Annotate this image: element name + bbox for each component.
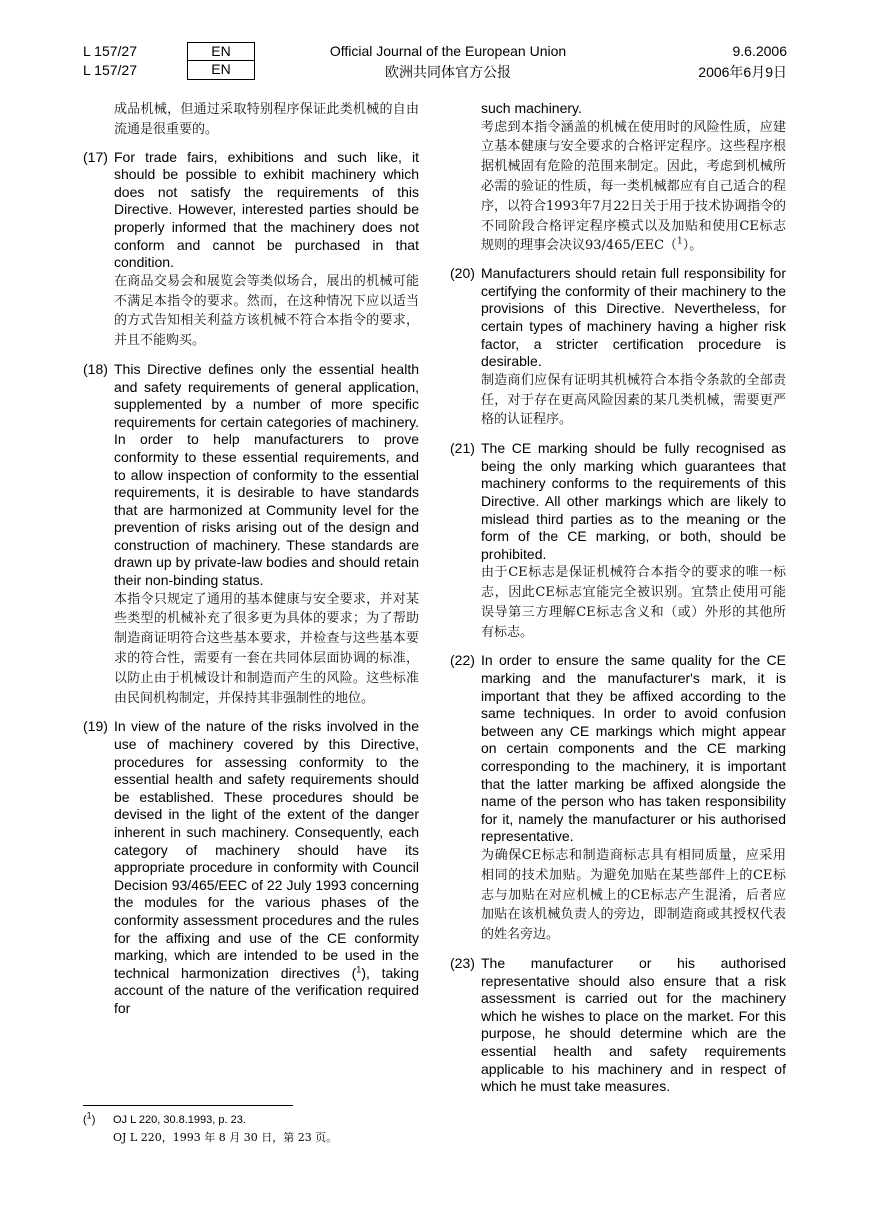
journal-title-zh: 欧洲共同体官方公报 [385, 66, 511, 81]
recital-number: (20) [450, 265, 475, 282]
right-column [450, 100, 786, 1106]
header-row-en [83, 42, 787, 61]
continued-text-part: ）。 [682, 238, 703, 254]
journal-reference: L 157/27 [83, 43, 137, 59]
recital-text-en [114, 718, 419, 1017]
recital-number: (23) [450, 954, 475, 971]
recital-number: (17) [83, 148, 108, 165]
recital-text-en: For trade fairs, exhibitions and such like, it should be possible to exhibit machinery which does not satisfy the requirements of this Directive. However, interested parties should be properly informed that the machinery does not conform and cannot be purchased in that condition. [114, 148, 419, 271]
recital-number: (22) [450, 652, 475, 669]
issue-date-zh: 2006年6月9日 [698, 64, 787, 80]
recital-text-en: The CE marking should be fully recognised as being the only marking which guarantees that machinery conforms to the requirements of this Directive. All other markings which are likely to mislead third parties as to the meaning or the form of the CE marking, or both, should be prohibited. [481, 440, 786, 562]
footnote-text-en: OJ L 220, 30.8.1993, p. 23. [113, 1114, 246, 1126]
continued-text-en: such machinery. [481, 100, 582, 116]
footnote-reference: 1 [356, 964, 362, 975]
footnote-text-zh: OJ L 220，1993 年 8 月 30 日，第 23 页。 [113, 1131, 338, 1144]
continued-text-zh: 成品机械，但通过采取特别程序保证此类机械的自由流通是很重要的。 [114, 102, 419, 137]
left-column [83, 100, 419, 1028]
recital-text-part: In view of the nature of the risks involved in the use of machinery covered by this Directive, procedures for assessing conformity to the essential health and safety requirements should be established. These procedures should be devised in the light of the extent of the danger inherent in such machinery. Consequently, each category of machinery should have its appropriate procedure in conformity with Council Decision 93/465/EEC of 22 July 1993 concerning the modules for the various phases of the conformity assessment procedures and the rules for the affixing and use of the CE conformity marking, which are intended to be used in the technical harmonization directives ( [114, 718, 419, 981]
language-code: EN [187, 61, 255, 80]
recital-20 [450, 265, 786, 430]
journal-reference: L 157/27 [83, 62, 137, 78]
recital-text-zh: 为确保CE标志和制造商标志具有相同质量，应采用相同的技术加贴。为避免加贴在某些部件上的CE标志与加贴在对应机械上的CE标志产生混淆，后者应加贴在该机械负责人的旁边，即制造商或其授权代表的姓名旁边。 [481, 848, 786, 943]
recital-text-en: In order to ensure the same quality for the CE marking and the manufacturer's mark, it is important that they be affixed according to the same techniques. In order to avoid confusion between any CE markings which might appear on certain components and the CE marking corresponding to the machinery, it is important that the latter marking be affixed alongside the name of the person who has taken responsibility for it, namely the manufacturer or his authorised representative. [481, 652, 786, 845]
recital-text-en: This Directive defines only the essential health and safety requirements of general application, supplemented by a number of more specific requirements for certain categories of machinery. In order to help manufacturers to prove conformity to these essential requirements, and to allow inspection of conformity to the essential requirements, it is desirable to have standards that are harmonized at Community level for the prevention of risks arising out of the design and construction of machinery. These standards are drawn up by private-law bodies and should retain their non-binding status. [114, 360, 419, 589]
recital-text-en: Manufacturers should retain full responsibility for certifying the conformity of their machinery to the provisions of this Directive. Nevertheless, for certain types of machinery having a higher risk factor, a stricter certification procedure is desirable. [481, 265, 786, 370]
continued-text-zh [450, 118, 786, 257]
header-row-zh [83, 61, 787, 80]
recital-18 [83, 361, 419, 709]
recital-text-part: ), taking account of the nature of the verification required for [114, 964, 419, 1016]
recital-21 [450, 440, 786, 642]
footnote-reference: 1 [677, 237, 683, 248]
language-code: EN [187, 42, 255, 61]
page-header [83, 42, 787, 82]
journal-title: Official Journal of the European Union [329, 43, 567, 59]
recital-number: (21) [450, 440, 475, 457]
recital-number: (19) [83, 718, 108, 735]
recital-19 [83, 718, 419, 1017]
continued-text-part: 考虑到本指令涵盖的机械在使用时的风险性质，应建立基本健康与安全要求的合格评定程序。这些程序根据机械固有危险的范围来制定。因此，考虑到机械所必需的验证的性质，每一类机械都应有自己适合的程序，以符合1993年7月22日关于用于技术协调指令的不同阶段合格评定程序模式以及加贴和使用CE标志规则的理事会决议93/465/EEC（ [481, 119, 786, 254]
recital-23 [450, 955, 786, 1096]
footnote-marker: ($^1$) [83, 1110, 96, 1126]
recital-22 [450, 652, 786, 945]
recital-text-zh: 本指令只规定了通用的基本健康与安全要求，并对某些类型的机械补充了很多更为具体的要求；为了帮助制造商证明符合这些基本要求，并检查与这些基本要求的符合性，需要有一套在共同体层面协调的标准，以防止由于机械设计和制造而产生的风险。这些标准由民间机构制定，并保持其非强制性的地位。 [114, 591, 419, 706]
recital-17 [83, 149, 419, 351]
footnote-number: 1 [86, 1110, 92, 1121]
recital-text-en: The manufacturer or his authorised representative should also ensure that a risk assessment is carried out for the machinery which he wishes to place on the market. For this purpose, he should determine which are the essential health and safety requirements applicable to his machinery and in respect of which he must take measures. [481, 954, 786, 1095]
recital-number: (18) [83, 360, 108, 377]
recital-text-zh: 由于CE标志是保证机械符合本指令的要求的唯一标志，因此CE标志宜能完全被识别。宜禁止使用可能误导第三方理解CE标志含义和（或）外形的其他所有标志。 [481, 565, 786, 640]
recital-text-zh: 在商品交易会和展览会等类似场合，展出的机械可能不满足本指令的要求。然而，在这种情况下应以适当的方式告知相关利益方该机械不符合本指令的要求，并且不能购买。 [114, 273, 419, 349]
issue-date: 9.6.2006 [732, 43, 787, 59]
recital-text-zh: 制造商们应保有证明其机械符合本指令条款的全部责任，对于存在更高风险因素的某几类机械，需要更严格的认证程序。 [481, 372, 786, 428]
footnote-separator [83, 1105, 293, 1106]
